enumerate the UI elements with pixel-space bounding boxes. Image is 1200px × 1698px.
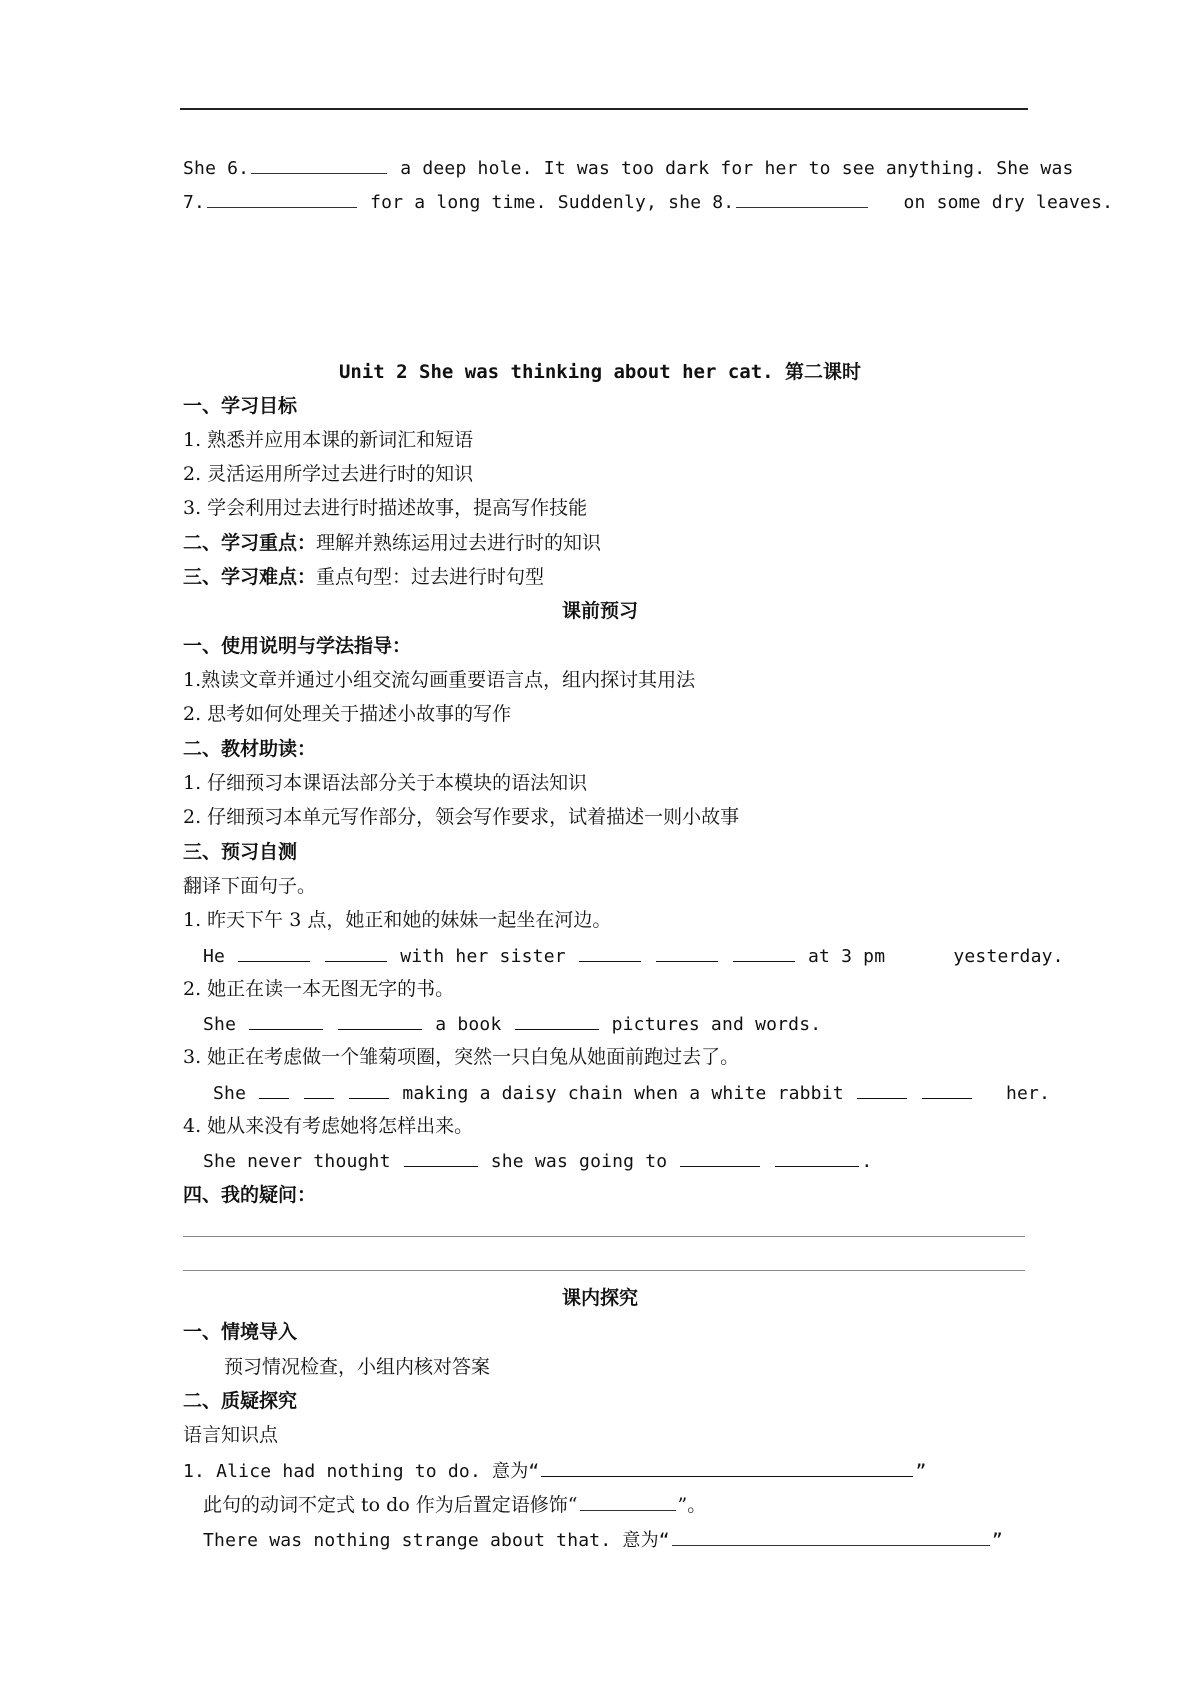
k1-note-text: 此句的动词不定式 to do 作为后置定语修饰“ (203, 1494, 578, 1516)
q4-text: she was going to (490, 1151, 668, 1172)
preview-title: 课前预习 (561, 600, 638, 622)
knowledge-1-note (203, 1492, 706, 1517)
blank-8[interactable] (736, 189, 868, 208)
guide-item: 2. 思考如何处理关于描述小故事的写作 (183, 703, 512, 725)
intro-text: She 6. (183, 158, 250, 179)
q3-english (213, 1080, 1050, 1106)
difficulties-label: 三、学习难点： (183, 566, 317, 588)
k1-example-blank[interactable] (672, 1527, 990, 1546)
q1-blank-1[interactable] (238, 943, 310, 962)
objectives-heading: 一、学习目标 (183, 395, 298, 417)
textbook-item: 2. 仔细预习本单元写作部分，领会写作要求，试着描述一则小故事 (183, 806, 740, 828)
answer-line-2[interactable] (183, 1270, 1025, 1271)
k1-note-blank[interactable] (580, 1492, 676, 1511)
explore-heading: 二、质疑探究 (183, 1390, 298, 1412)
intro-heading: 一、情境导入 (183, 1321, 298, 1343)
blank-6[interactable] (251, 155, 387, 174)
intro-text: 预习情况检查，小组内核对答案 (224, 1356, 491, 1378)
intro-text: on some dry leaves. (903, 192, 1114, 213)
q3-blank-1[interactable] (259, 1080, 289, 1099)
q4-text: . (861, 1151, 873, 1172)
knowledge-1 (183, 1458, 927, 1484)
q1-blank-4[interactable] (656, 943, 718, 962)
q3-blank-2[interactable] (304, 1080, 334, 1099)
q1-blank-3[interactable] (579, 943, 641, 962)
intro-text: 7. (183, 192, 206, 213)
q2-chinese: 2. 她正在读一本无图无字的书。 (183, 978, 455, 1000)
k1-text: 1. Alice had nothing to do. 意为“ (183, 1461, 540, 1482)
q4-blank-2[interactable] (680, 1148, 760, 1167)
selftest-heading: 三、预习自测 (183, 841, 298, 863)
q2-blank-3[interactable] (515, 1011, 599, 1030)
intro-text: a deep hole. It was too dark for her to see anything. She was (400, 158, 1074, 179)
answer-line-1[interactable] (183, 1236, 1025, 1237)
textbook-heading: 二、教材助读： (183, 738, 317, 760)
knowledge-1-example (203, 1527, 1003, 1553)
intro-line-1 (183, 155, 1074, 181)
difficulties-text: 重点句型：过去进行时句型 (316, 566, 545, 588)
objective-item: 1. 熟悉并应用本课的新词汇和短语 (183, 429, 474, 451)
page-title: Unit 2 She was thinking about her cat. 第二课时 (338, 361, 862, 383)
inclass-title: 课内探究 (561, 1287, 638, 1309)
q3-text: making a daisy chain when a white rabbit (402, 1083, 844, 1104)
key-points-label: 二、学习重点： (183, 532, 317, 554)
key-points-text: 理解并熟练运用过去进行时的知识 (316, 532, 602, 554)
q3-text: her. (1005, 1083, 1051, 1104)
q1-blank-5[interactable] (733, 943, 795, 962)
q3-text: She (213, 1083, 247, 1104)
objective-item: 3. 学会利用过去进行时描述故事，提高写作技能 (183, 497, 588, 519)
q4-chinese: 4. 她从来没有考虑她将怎样出来。 (183, 1115, 474, 1137)
k1-text: ” (915, 1461, 927, 1482)
q3-blank-4[interactable] (857, 1080, 907, 1099)
k1-note-text: ”。 (677, 1494, 707, 1516)
blank-7[interactable] (207, 189, 357, 208)
textbook-item: 1. 仔细预习本课语法部分关于本模块的语法知识 (183, 772, 588, 794)
q4-text: She never thought (203, 1151, 391, 1172)
q2-english (203, 1011, 821, 1037)
header-rule (180, 108, 1028, 110)
q1-english (203, 943, 1064, 969)
k1-example-text: ” (991, 1530, 1003, 1551)
q4-english (203, 1148, 872, 1174)
q3-chinese: 3. 她正在考虑做一个雏菊项圈，突然一只白兔从她面前跑过去了。 (183, 1046, 740, 1068)
knowledge-label: 语言知识点 (183, 1424, 279, 1446)
q4-blank-1[interactable] (404, 1148, 478, 1167)
q3-blank-3[interactable] (349, 1080, 389, 1099)
guide-heading: 一、使用说明与学法指导： (183, 635, 412, 657)
q1-blank-2[interactable] (325, 943, 387, 962)
q2-text: a book (435, 1014, 502, 1035)
intro-line-2 (183, 189, 1113, 215)
intro-text: for a long time. Suddenly, she 8. (370, 192, 735, 213)
q2-text: pictures and words. (611, 1014, 822, 1035)
questions-heading: 四、我的疑问： (183, 1184, 317, 1206)
guide-item: 1.熟读文章并通过小组交流勾画重要语言点，组内探讨其用法 (183, 669, 696, 691)
difficulties (183, 565, 544, 589)
q2-text: She (203, 1014, 237, 1035)
q1-text: with her sister (400, 946, 566, 967)
k1-example-text: There was nothing strange about that. 意为“ (203, 1530, 670, 1551)
q2-blank-1[interactable] (249, 1011, 323, 1030)
q1-text: He (203, 946, 226, 967)
q2-blank-2[interactable] (338, 1011, 422, 1030)
q3-blank-5[interactable] (922, 1080, 972, 1099)
objective-item: 2. 灵活运用所学过去进行时的知识 (183, 463, 474, 485)
q1-text: yesterday. (953, 946, 1064, 967)
q1-chinese: 1. 昨天下午 3 点，她正和她的妹妹一起坐在河边。 (183, 909, 612, 931)
translate-instruction: 翻译下面句子。 (183, 875, 317, 897)
q1-text: at 3 pm (807, 946, 886, 967)
key-points (183, 531, 601, 555)
q4-blank-3[interactable] (775, 1148, 859, 1167)
k1-blank[interactable] (541, 1458, 913, 1477)
